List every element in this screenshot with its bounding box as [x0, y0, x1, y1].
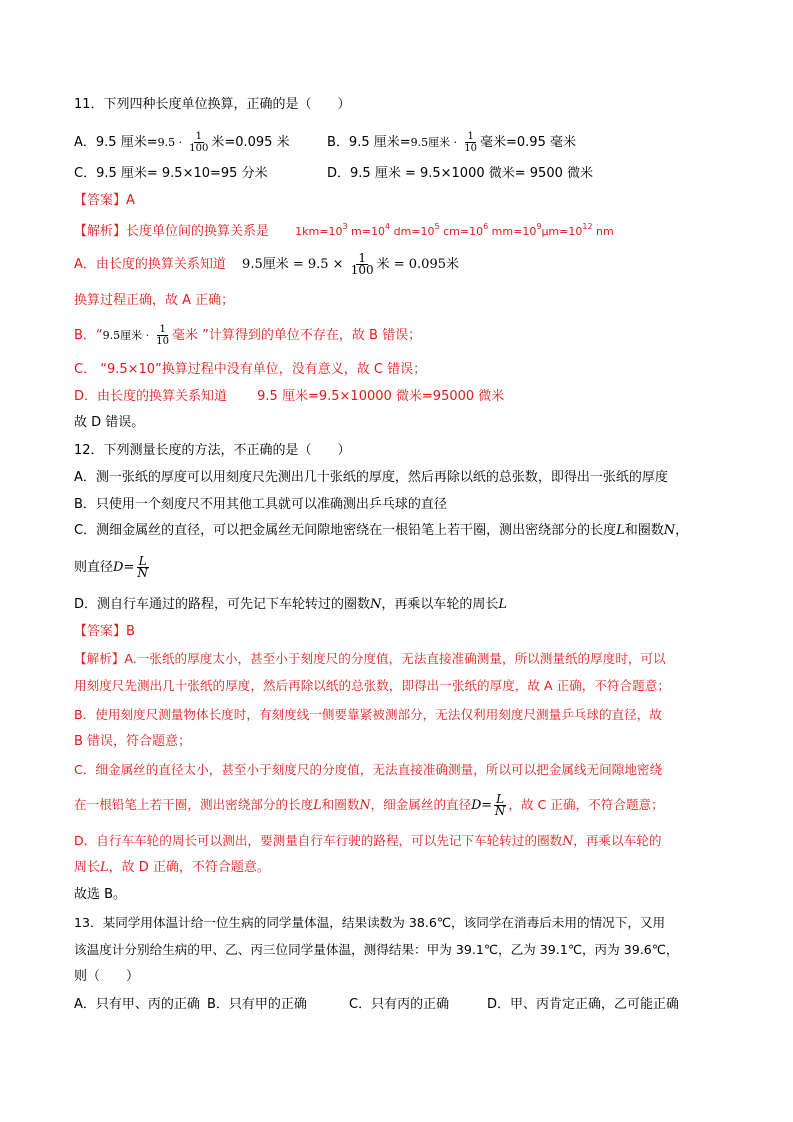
q12-analysis-8-text2: ，故 D 正确，不符合题意。	[108, 860, 270, 875]
q12-analysis-6	[74, 794, 664, 817]
unit-rel-text: 1km=10	[295, 225, 343, 238]
fraction-denominator: 100	[350, 263, 374, 277]
unit-rel-exponent: 4	[385, 222, 391, 231]
q11-analysis-d-calc: 9.5 厘米=9.5×10000 微米=95000 微米	[257, 389, 505, 404]
q13-stem-1: 13．某同学用体温计给一位生病的同学量体温，结果读数为 38.6℃，该同学在消毒后未用的情况下，又用	[74, 915, 666, 930]
fraction-numerator: 1	[195, 131, 202, 142]
fraction-numerator: 1	[159, 324, 166, 335]
q11-analysis-c: C． “9.5×10”换算过程中没有单位，没有意义，故 C 错误；	[74, 362, 427, 377]
q12-analysis-8	[74, 859, 270, 877]
variable-D: D	[113, 560, 124, 575]
unit-rel-text: cm=10	[439, 225, 484, 238]
q12-analysis-6-text: 在一根铅笔上若干圈，测出密绕部分的长度	[74, 797, 314, 812]
fraction-denominator: 100	[189, 143, 209, 154]
q12-option-b: B．只使用一个刻度尺不用其他工具就可以准确测出乒乓球的直径	[74, 497, 447, 512]
q12-analysis-3: B．使用刻度尺测量物体长度时，有刻度线一侧要靠紧被测部分，无法仅利用刻度尺测量乒乓球的直径，故	[74, 707, 662, 722]
q11-analysis-b-fraction	[154, 324, 171, 347]
fraction-numerator: 1	[467, 131, 474, 142]
q12-option-c-text: C．测细金属丝的直径，可以把金属丝无间隙地密绕在一根铅笔上若干圈，测出密绕部分的长度	[74, 523, 617, 538]
q11-option-b-fraction	[462, 131, 479, 154]
unit-rel-exponent: 12	[582, 222, 593, 231]
q11-analysis-a-text: A．由长度的换算关系知道	[74, 257, 226, 272]
q11-analysis-d-text: D．由长度的换算关系知道	[74, 389, 228, 404]
fraction-denominator: N	[137, 566, 148, 580]
q11-answer: 【答案】A	[74, 193, 135, 208]
q13-option-b: B．只有甲的正确	[207, 997, 307, 1012]
q12-analysis-1: 【解析】A.一张纸的厚度太小，甚至小于刻度尺的分度值，无法直接准确测量，所以测量纸的厚度时，可以	[74, 651, 666, 666]
q12-analysis-2: 用刻度尺先测出几十张纸的厚度，然后再除以纸的总张数，即得出一张纸的厚度，故 A 正确，不符合题意；	[74, 678, 670, 693]
q13-stem-3: 则（ ）	[74, 969, 140, 984]
q12-option-c-diameter-label: 则直径	[74, 560, 114, 575]
unit-rel-text: nm	[592, 225, 614, 238]
q11-stem: 11．下列四种长度单位换算，正确的是（ ）	[74, 97, 351, 112]
fraction-denominator: 10	[156, 336, 170, 347]
variable-L: L	[100, 860, 109, 875]
variable-L: L	[498, 597, 508, 612]
unit-rel-exponent: 3	[342, 222, 348, 231]
q12-option-c	[74, 522, 688, 540]
q12-option-c-line2	[74, 556, 151, 579]
q11-analysis-a-fraction	[349, 253, 376, 276]
q11-analysis-b-suffix: 毫米 ”计算得到的单位不存在，故 B 错误；	[172, 328, 422, 343]
q13-stem-2: 该温度计分别给生病的甲、乙、丙三位同学量体温，测得结果：甲为 39.1℃，乙为 39.1℃，丙为 39.6℃，	[74, 942, 679, 957]
variable-N: N	[359, 797, 371, 812]
q12-conclusion: 故选 B。	[74, 887, 127, 902]
q12-analysis-5: C．细金属丝的直径太小，甚至小于刻度尺的分度值，无法直接准确测量，所以可以把金属线无间隙地密绕	[74, 762, 663, 777]
q11-unit-relations	[295, 222, 614, 238]
q11-option-b-expr: 9.5厘米 ·	[410, 136, 458, 149]
q12-analysis-6-text2: 和圈数	[321, 797, 360, 812]
equals-sign: =	[481, 797, 492, 812]
q12-answer: 【答案】B	[74, 624, 135, 639]
q11-option-b	[327, 131, 576, 154]
q13-option-c: C．只有丙的正确	[349, 997, 450, 1012]
q11-option-a	[74, 131, 290, 154]
unit-rel-text: dm=10	[390, 225, 435, 238]
q11-option-d: D．9.5 厘米 = 9.5×1000 微米= 9500 微米	[327, 166, 593, 181]
q11-analysis-d2: 故 D 错误。	[74, 415, 145, 430]
unit-rel-exponent: 6	[483, 222, 489, 231]
equals-sign: =	[123, 560, 135, 575]
q11-option-b-suffix: 毫米=0.95 毫米	[480, 135, 576, 150]
variable-N: N	[562, 833, 574, 848]
q11-analysis-a	[74, 253, 459, 276]
q12-option-d-text2: ，再乘以车轮的周长	[381, 597, 499, 612]
q11-analysis-a-expr: 9.5厘米 = 9.5 ×	[242, 257, 344, 272]
q11-analysis-head	[74, 218, 614, 241]
q12-analysis-7	[74, 832, 661, 850]
fraction-denominator: N	[494, 804, 506, 818]
variable-L: L	[313, 797, 322, 812]
q11-option-a-fraction	[187, 131, 210, 154]
unit-rel-text: mm=10	[488, 225, 537, 238]
q11-option-a-expr: 9.5 ·	[157, 136, 183, 149]
q12-analysis-6-text3: ，细金属丝的直径	[370, 797, 472, 812]
q11-analysis-b-expr: 9.5厘米 ·	[102, 329, 150, 342]
unit-rel-exponent: 5	[434, 222, 440, 231]
unit-rel-text: m=10	[347, 225, 385, 238]
q12-option-a: A．测一张纸的厚度可以用刻度尺先测出几十张纸的厚度，然后再除以纸的总张数，即得出一张纸的厚度	[74, 470, 668, 485]
q11-option-c: C．9.5 厘米= 9.5×10=95 分米	[74, 166, 268, 181]
variable-D: D	[471, 797, 482, 812]
q12-analysis-7-text2: ，再乘以车轮的	[573, 833, 662, 848]
q11-option-b-prefix: B．9.5 厘米=	[327, 135, 411, 150]
q12-analysis-4: B 错误，符合题意；	[74, 734, 192, 749]
q12-option-c-text3: ，	[675, 523, 689, 538]
q11-analysis-d	[74, 388, 504, 406]
variable-N: N	[663, 523, 676, 538]
q13-option-a: A．只有甲、丙的正确	[74, 997, 200, 1012]
q12-stem: 12．下列测量长度的方法，不正确的是（ ）	[74, 443, 351, 458]
q11-option-a-suffix: 米=0.095 米	[211, 135, 290, 150]
q12-option-c-text2: 和圈数	[624, 523, 664, 538]
q11-option-a-prefix: A．9.5 厘米=	[74, 135, 158, 150]
q12-option-d-text: D．测自行车通过的路程，可先记下车轮转过的圈数	[74, 597, 371, 612]
q12-analysis-6-text4: ，故 C 正确，不符合题意；	[508, 797, 664, 812]
variable-L: L	[616, 523, 625, 538]
q12-analysis-7-text: D．自行车车轮的周长可以测出，要测量自行车行驶的路程，可以先记下车轮转过的圈数	[74, 833, 563, 848]
fraction-numerator: 1	[358, 251, 366, 265]
variable-N: N	[370, 597, 382, 612]
q11-analysis-a2: 换算过程正确，故 A 正确；	[74, 293, 235, 308]
q12-option-c-fraction	[135, 556, 150, 579]
unit-rel-text: μm=10	[541, 225, 583, 238]
q13-option-d: D．甲、丙肯定正确，乙可能正确	[487, 997, 680, 1012]
q11-analysis-label: 【解析】长度单位间的换算关系是	[74, 224, 270, 239]
fraction-denominator: 10	[464, 143, 477, 154]
q12-analysis-6-fraction	[493, 794, 508, 817]
fraction-numerator: L	[496, 792, 505, 806]
q11-analysis-b	[74, 324, 421, 347]
unit-rel-exponent: 9	[536, 222, 542, 231]
q12-option-d	[74, 596, 507, 614]
q11-analysis-a-result: 米 = 0.095米	[376, 257, 459, 272]
q11-analysis-b-prefix: B．“	[74, 328, 103, 343]
fraction-numerator: L	[138, 554, 147, 568]
q12-analysis-8-text: 周长	[74, 860, 101, 875]
